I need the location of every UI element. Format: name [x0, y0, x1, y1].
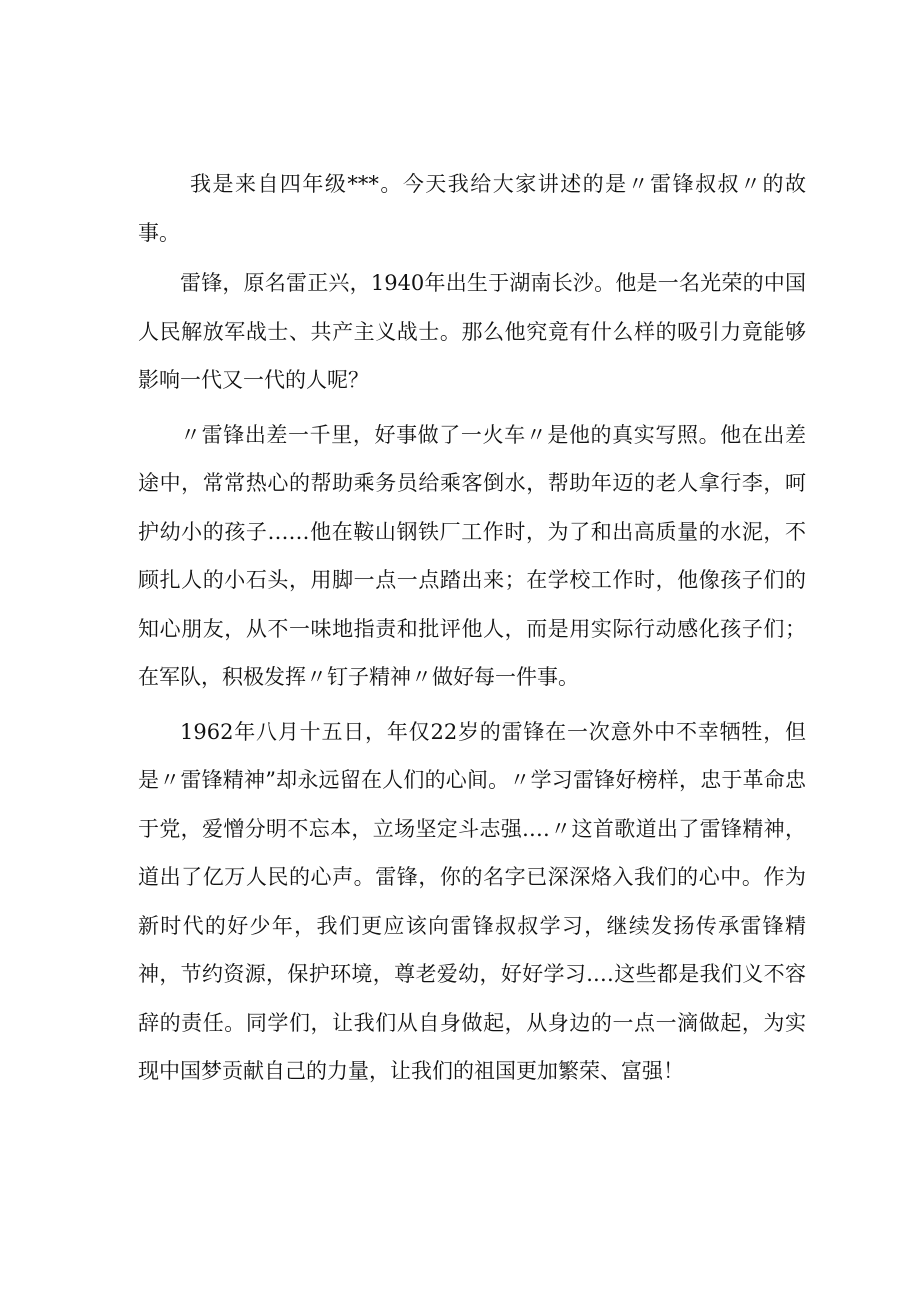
paragraph-legacy: 1962年八月十五日，年仅22岁的雷锋在一次意外中不幸牺牲，但是〃雷锋精神”却永远留在人们的心间。〃学习雷锋好榜样，忠于革命忠于党，爱憎分明不忘本，立场坚定斗志强.…〃这首歌道出了雷锋精神，道出了亿万人民的心声。雷锋，你的名字已深深烙入我们的心中。作为新时代的好少年，我们更应该向雷锋叔叔学习，继续发扬传承雷锋精神，节约资源，保护环境，尊老爱幼，好好学习.…这些都是我们义不容辞的责任。同学们，让我们从自身做起，从身边的一点一滴做起，为实现中国梦贡献自己的力量，让我们的祖国更加繁荣、富强！	[138, 719, 806, 1083]
document-body	[138, 160, 806, 1096]
paragraph-good-deeds: 〃雷锋出差一千里，好事做了一火车〃是他的真实写照。他在出差途中，常常热心的帮助乘务员给乘客倒水，帮助年迈的老人拿行李，呵护幼小的孩子……他在鞍山钢铁厂工作时，为了和出高质量的水泥，不顾扎人的小石头，用脚一点一点踏出来；在学校工作时，他像孩子们的知心朋友，从不一味地指责和批评他人，而是用实际行动感化孩子们；在军队，积极发挥〃钉子精神〃做好每一件事。	[138, 422, 806, 689]
paragraph-biography: 雷锋，原名雷正兴，1940年出生于湖南长沙。他是一名光荣的中国人民解放军战士、共产主义战士。那么他究竟有什么样的吸引力竟能够影响一代又一代的人呢？	[138, 271, 806, 392]
paragraph-intro: 我是来自四年级***。今天我给大家讲述的是〃雷锋叔叔〃的故事。	[138, 172, 806, 245]
